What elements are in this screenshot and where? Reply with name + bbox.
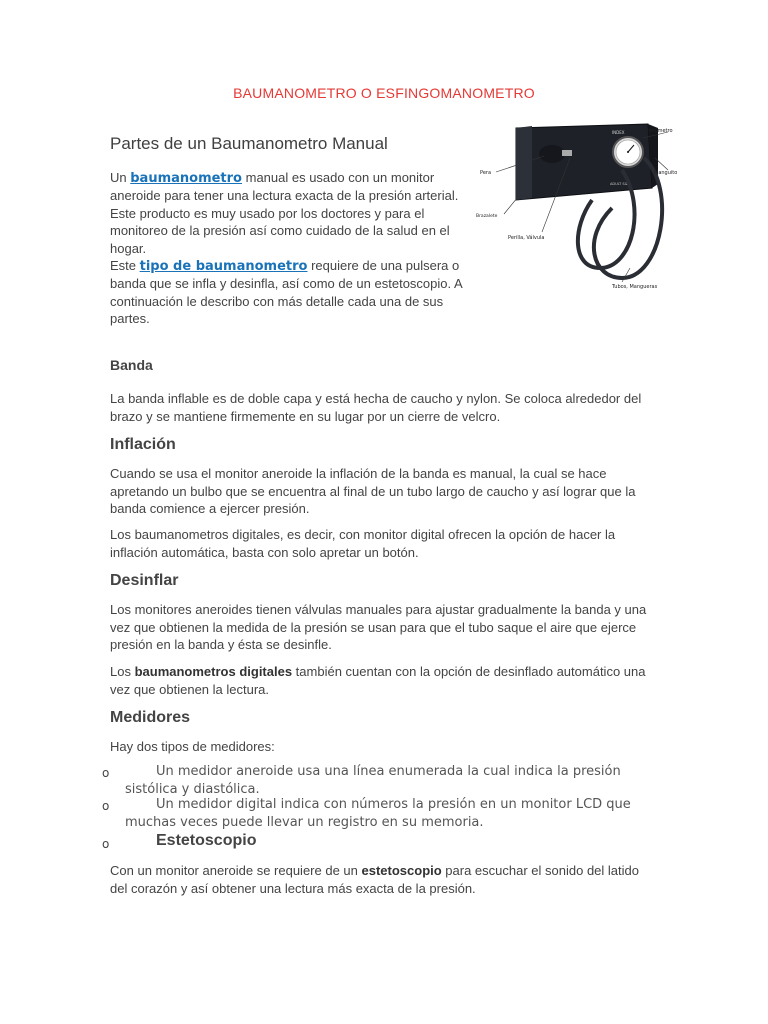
label-perilla: Perilla, Válvula [508,235,545,241]
intro-p2-post: requiere de una pulsera o banda que se infla y desinfla, así como de un estetoscopio. A continuación le describo con más detalle cada una de sus partes. [110,258,462,327]
banda-paragraph: La banda inflable es de doble capa y está hecha de caucho y nylon. Se coloca alrededor del brazo y se mantiene firmemente en su lugar por un cierre de velcro. [110,391,642,424]
desinflar-p2-bold: baumanometros digitales [134,664,293,679]
desinflar-paragraph-1: Los monitores aneroides tienen válvulas manuales para ajustar gradualmente la banda y una vez que obtienen la medida de la presión se usan para que el tubo saque el aire que ejerce presión en la banda y ésta se desinfle. [110,602,647,653]
list-bullet: o [102,837,110,851]
estetoscopio-p1-bold: estetoscopio [361,863,442,878]
list-item-text: Un medidor digital indica con números la presión en un monitor LCD que muchas veces puede llevar un registro en su memoria. [125,797,631,830]
inflacion-paragraph-1: Cuando se usa el monitor aneroide la inflación de la banda es manual, la cual se hace apretando un bulbo que se encuentra al final de un tubo largo de caucho y así lograr que la banda comience a ejercer presión. [110,466,636,517]
label-tubos: Tubos, Mangueras [612,284,658,290]
intro-p1-pre: Un [110,170,131,185]
section-title-inflacion: Inflación [110,436,176,453]
main-heading: Partes de un Baumanometro Manual [110,134,388,153]
label-pera: Pera [480,170,492,176]
list-bullet: o [102,766,110,780]
label-manometro: Manómetro [644,128,673,134]
label-brazalete: Brazalete [476,214,498,219]
estetoscopio-p1-post: para escuchar el sonido del latido del corazón y así obtener una lectura más exacta de la presión. [110,863,639,896]
intro-text [110,169,465,328]
section-title-estetoscopio: Estetoscopio [156,832,257,849]
section-title-banda: Banda [110,357,153,373]
tipo-baumanometro-link[interactable]: tipo de baumanometro [139,259,308,275]
list-item [125,796,645,831]
estetoscopio-paragraph [110,862,655,897]
sphygmomanometer-drawing [472,118,678,293]
document-title: BAUMANOMETRO O ESFINGOMANOMETRO [233,85,535,101]
cuff-size-text: ADULT SIZE [610,182,631,186]
intro-p2-pre: Este [110,258,140,274]
medidores-paragraph: Hay dos tipos de medidores: [110,739,275,754]
list-item-text: Un medidor aneroide usa una línea enumerada la cual indica la presión sistólica y diastólica. [125,764,621,797]
label-manguito: Manguito [654,170,678,176]
inflacion-paragraph-2: Los baumanometros digitales, es decir, con monitor digital ofrecen la opción de hacer la inflación automática, basta con solo apretar un botón. [110,527,616,560]
baumanometro-link[interactable]: baumanometro [130,171,242,186]
estetoscopio-p1-pre: Con un monitor aneroide se requiere de un [110,863,362,878]
section-title-desinflar: Desinflar [110,572,179,589]
intro-p1-post: manual es usado con un monitor aneroide para tener una lectura exacta de la presión arterial. Este producto es muy usado por los doctores y para el monitoreo de la presión así como cuidado de la salud en el hogar. [110,170,459,256]
section-title-medidores: Medidores [110,709,191,726]
sphygmomanometer-illustration [472,118,678,293]
desinflar-p2-post: también cuentan con la opción de desinflado automático una vez que obtienen la lectura. [110,664,646,697]
list-item [125,763,645,798]
desinflar-p2-pre: Los [110,664,135,679]
cuff-index-text: INDEX [612,130,625,135]
list-bullet: o [102,799,110,813]
desinflar-paragraph-2 [110,663,655,698]
